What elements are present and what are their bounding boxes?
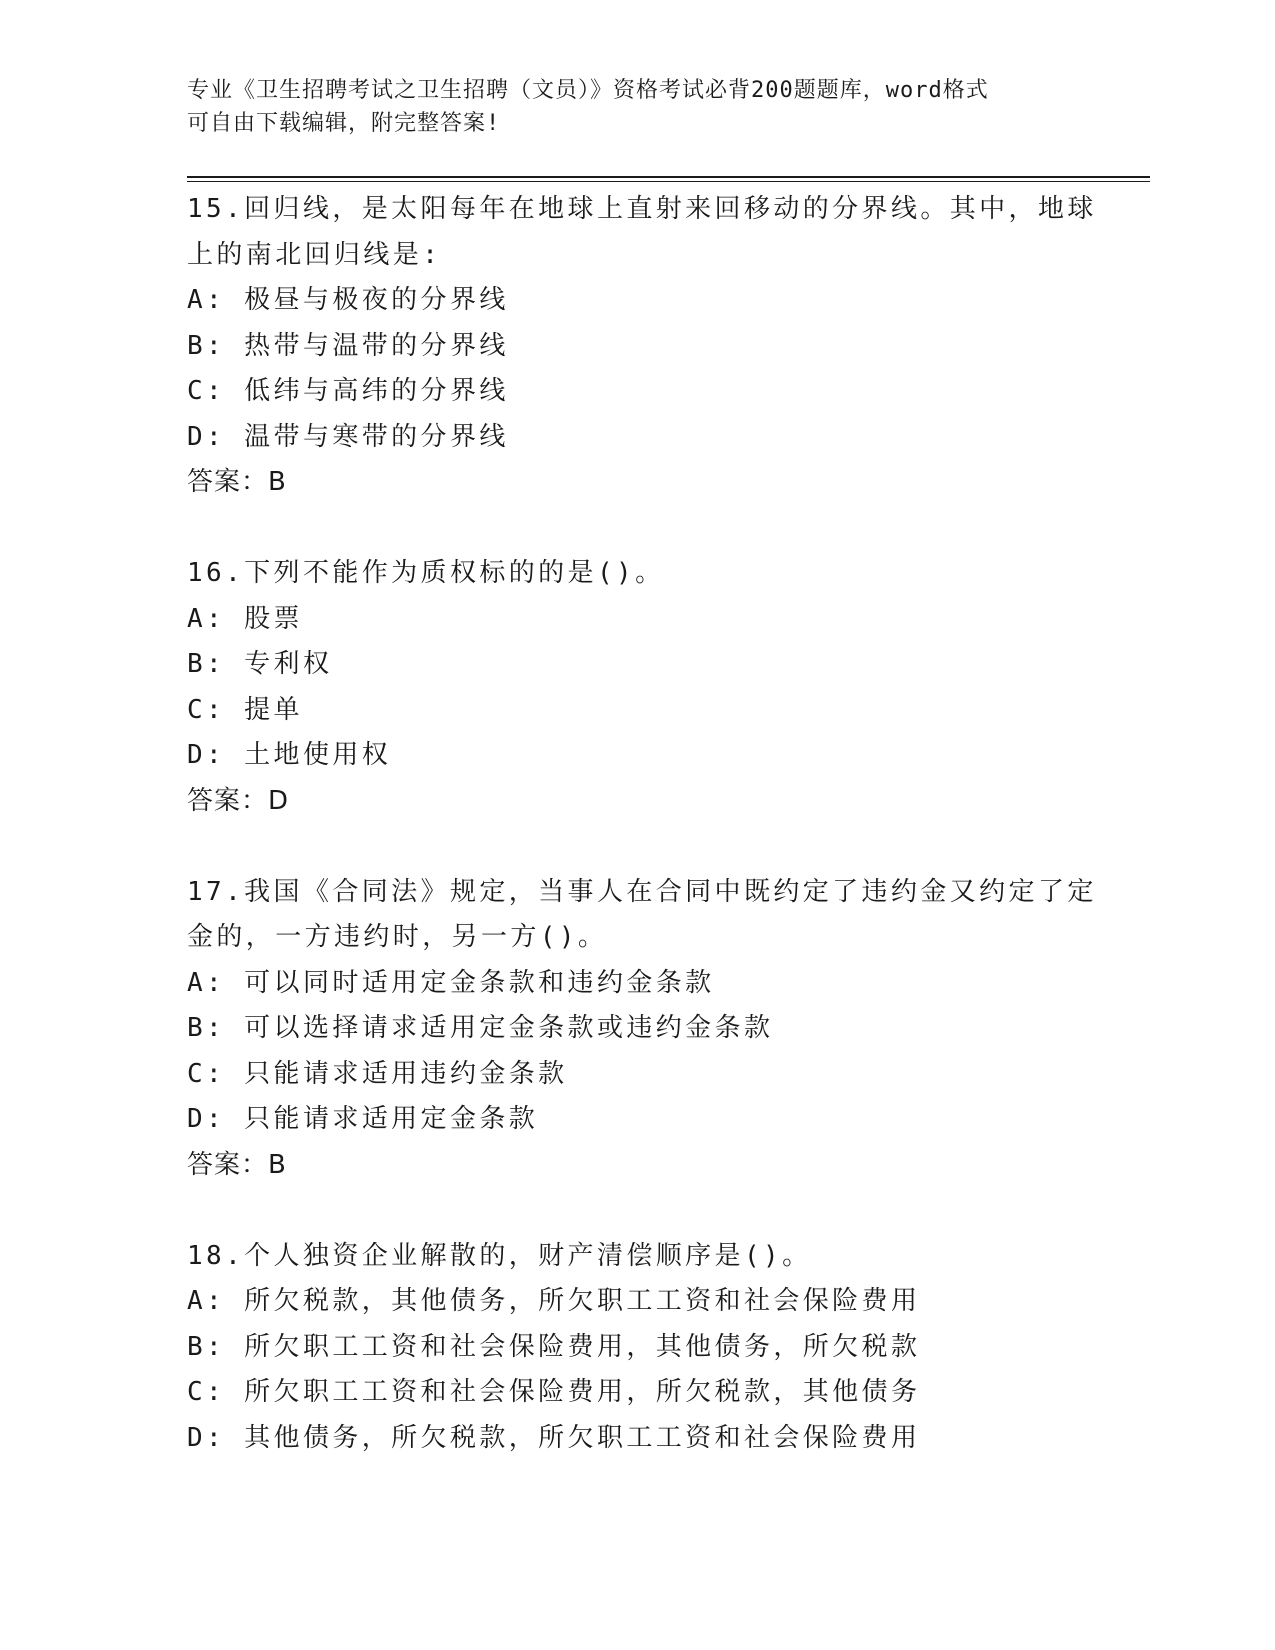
option-d: D: 温带与寒带的分界线 bbox=[187, 421, 509, 452]
option-a: A: 股票 bbox=[187, 603, 303, 634]
option-c: C: 只能请求适用违约金条款 bbox=[187, 1058, 568, 1089]
question-16 bbox=[187, 551, 1087, 870]
option-c: C: 提单 bbox=[187, 694, 303, 725]
option-b: B: 可以选择请求适用定金条款或违约金条款 bbox=[187, 1013, 774, 1043]
header-divider-thin bbox=[187, 181, 1150, 182]
option-b: B: 热带与温带的分界线 bbox=[187, 330, 509, 361]
question-stem: 金的，一方违约时，另一方()。 bbox=[187, 922, 608, 952]
question-18 bbox=[187, 1234, 1087, 1462]
option-d: D: 其他债务，所欠税款，所欠职工工资和社会保险费用 bbox=[187, 1422, 921, 1453]
spacer bbox=[187, 824, 1087, 870]
option-b: B: 所欠职工工资和社会保险费用，其他债务，所欠税款 bbox=[187, 1331, 921, 1362]
answer: 答案：B bbox=[187, 467, 287, 497]
document-header bbox=[187, 74, 1067, 140]
question-stem: 上的南北回归线是: bbox=[187, 239, 442, 270]
question-15 bbox=[187, 187, 1097, 551]
question-stem: 15.回归线，是太阳每年在地球上直射来回移动的分界线。其中，地球 bbox=[187, 194, 1097, 224]
header-line-1: 专业《卫生招聘考试之卫生招聘（文员）》资格考试必背200题题库，word格式 bbox=[187, 78, 989, 103]
option-b: B: 专利权 bbox=[187, 649, 333, 679]
option-a: A: 极昼与极夜的分界线 bbox=[187, 285, 509, 315]
question-stem: 18.个人独资企业解散的，财产清偿顺序是()。 bbox=[187, 1240, 812, 1271]
spacer bbox=[187, 1188, 1087, 1234]
option-c: C: 所欠职工工资和社会保险费用，所欠税款，其他债务 bbox=[187, 1377, 921, 1407]
question-stem: 17.我国《合同法》规定，当事人在合同中既约定了违约金又约定了定 bbox=[187, 876, 1097, 907]
option-a: A: 所欠税款，其他债务，所欠职工工资和社会保险费用 bbox=[187, 1286, 921, 1316]
option-d: D: 只能请求适用定金条款 bbox=[187, 1104, 539, 1134]
answer: 答案：D bbox=[187, 785, 290, 816]
spacer bbox=[187, 506, 1087, 552]
option-c: C: 低纬与高纬的分界线 bbox=[187, 376, 509, 406]
question-17 bbox=[187, 870, 1097, 1234]
option-d: D: 土地使用权 bbox=[187, 740, 392, 770]
answer: 答案：B bbox=[187, 1149, 287, 1180]
option-a: A: 可以同时适用定金条款和违约金条款 bbox=[187, 967, 715, 998]
header-divider-thick bbox=[187, 176, 1150, 178]
question-list bbox=[187, 187, 1097, 1461]
question-stem: 16.下列不能作为质权标的的是()。 bbox=[187, 558, 665, 588]
header-line-2: 可自由下载编辑，附完整答案! bbox=[187, 111, 501, 136]
